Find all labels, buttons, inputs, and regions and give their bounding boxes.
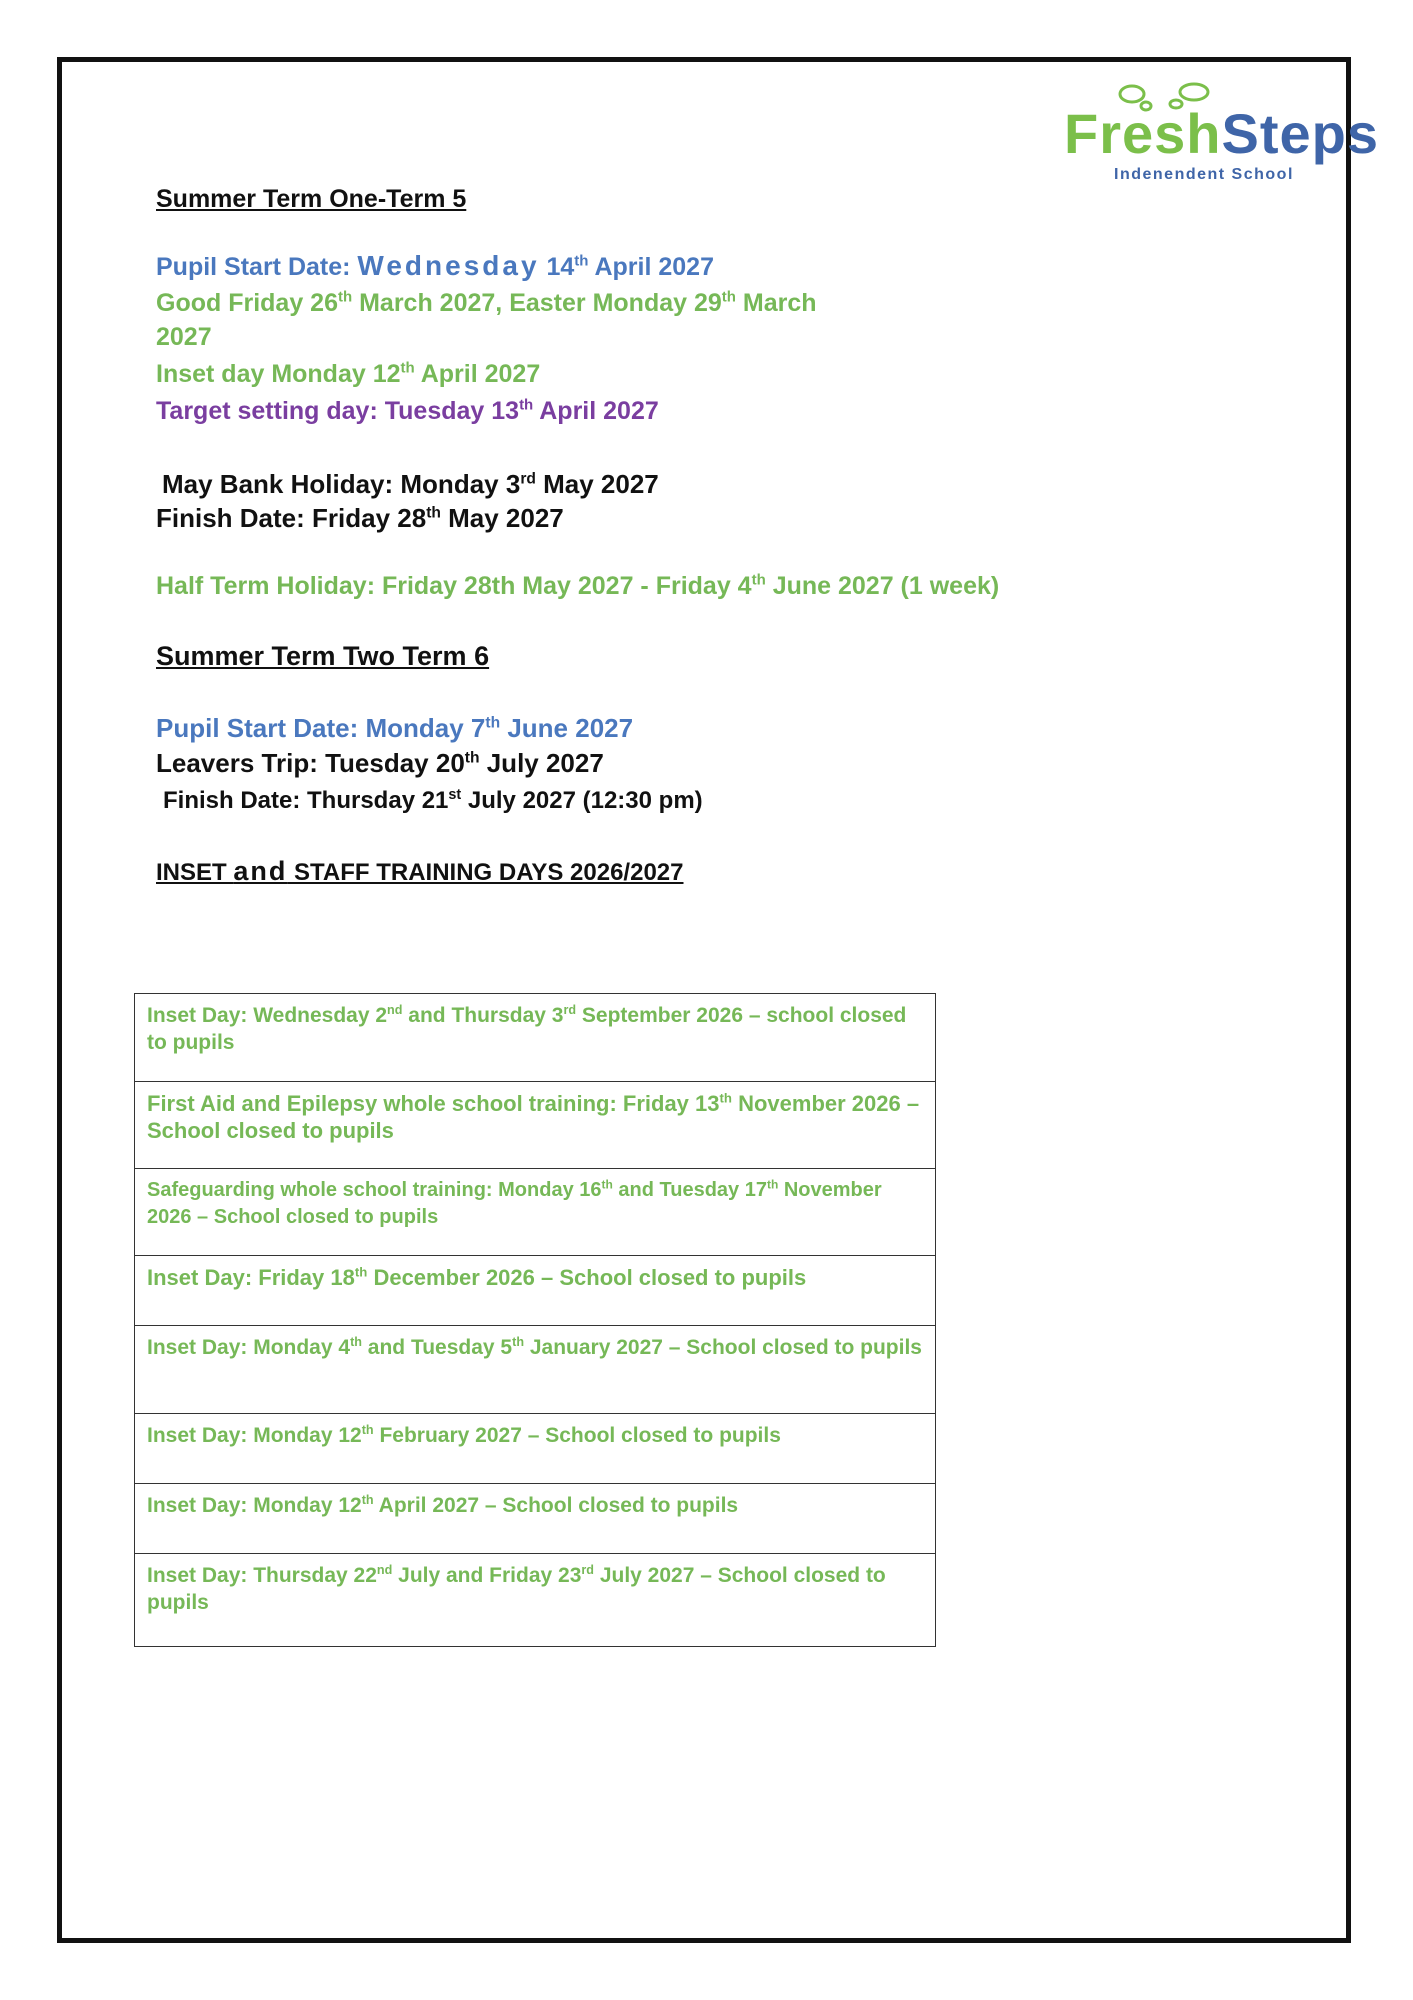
half-term-holiday: Half Term Holiday: Friday 28th May 2027 - Friday 4th June 2027 (1 week) (156, 571, 1000, 600)
leavers-trip: Leavers Trip: Tuesday 20th July 2027 (156, 748, 604, 778)
term5-easter-dates: Good Friday 26th March 2027, Easter Monday 29th March (156, 288, 817, 317)
logo-wordmark: FreshSteps (1064, 102, 1379, 165)
table-row: Inset Day: Wednesday 2nd and Thursday 3rd September 2026 – school closed to pupils (135, 994, 935, 1082)
table-row: Inset Day: Friday 18th December 2026 – School closed to pupils (135, 1256, 935, 1326)
term5-heading: Summer Term One-Term 5 (156, 185, 467, 213)
table-row: Inset Day: Monday 4th and Tuesday 5th January 2027 – School closed to pupils (135, 1326, 935, 1414)
logo-subtitle: Indenendent School (1114, 166, 1294, 183)
term5-inset-day: Inset day Monday 12th April 2027 (156, 359, 541, 388)
table-row: First Aid and Epilepsy whole school training: Friday 13th November 2026 – School closed to pupils (135, 1082, 935, 1169)
term5-finish-date: Finish Date: Friday 28th May 2027 (156, 503, 564, 533)
term6-start-date: Pupil Start Date: Monday 7th June 2027 (156, 713, 634, 743)
table-row: Inset Day: Thursday 22nd July and Friday 23rd July 2027 – School closed to pupils (147, 1563, 886, 1614)
inset-days-table (134, 993, 936, 1647)
term5-start-date: Pupil Start Date: Wednesday 14th April 2027 (156, 250, 714, 281)
term5-easter-year: 2027 (156, 323, 212, 351)
table-row: Inset Day: Monday 12th April 2027 – School closed to pupils (135, 1484, 935, 1554)
term5-target-setting-day: Target setting day: Tuesday 13th April 2027 (156, 396, 659, 425)
table-row: Safeguarding whole school training: Monday 16th and Tuesday 17th November 2026 – School closed to pupils (135, 1169, 935, 1256)
table-row: Inset Day: Monday 12th February 2027 – School closed to pupils (135, 1414, 935, 1484)
term5-bank-holiday: May Bank Holiday: Monday 3rd May 2027 (162, 469, 659, 499)
term6-finish-date: Finish Date: Thursday 21st July 2027 (12:30 pm) (163, 787, 703, 814)
school-logo (1062, 80, 1379, 190)
term6-heading: Summer Term Two Term 6 (156, 641, 490, 671)
inset-heading: INSET and STAFF TRAINING DAYS 2026/2027 (156, 856, 684, 886)
